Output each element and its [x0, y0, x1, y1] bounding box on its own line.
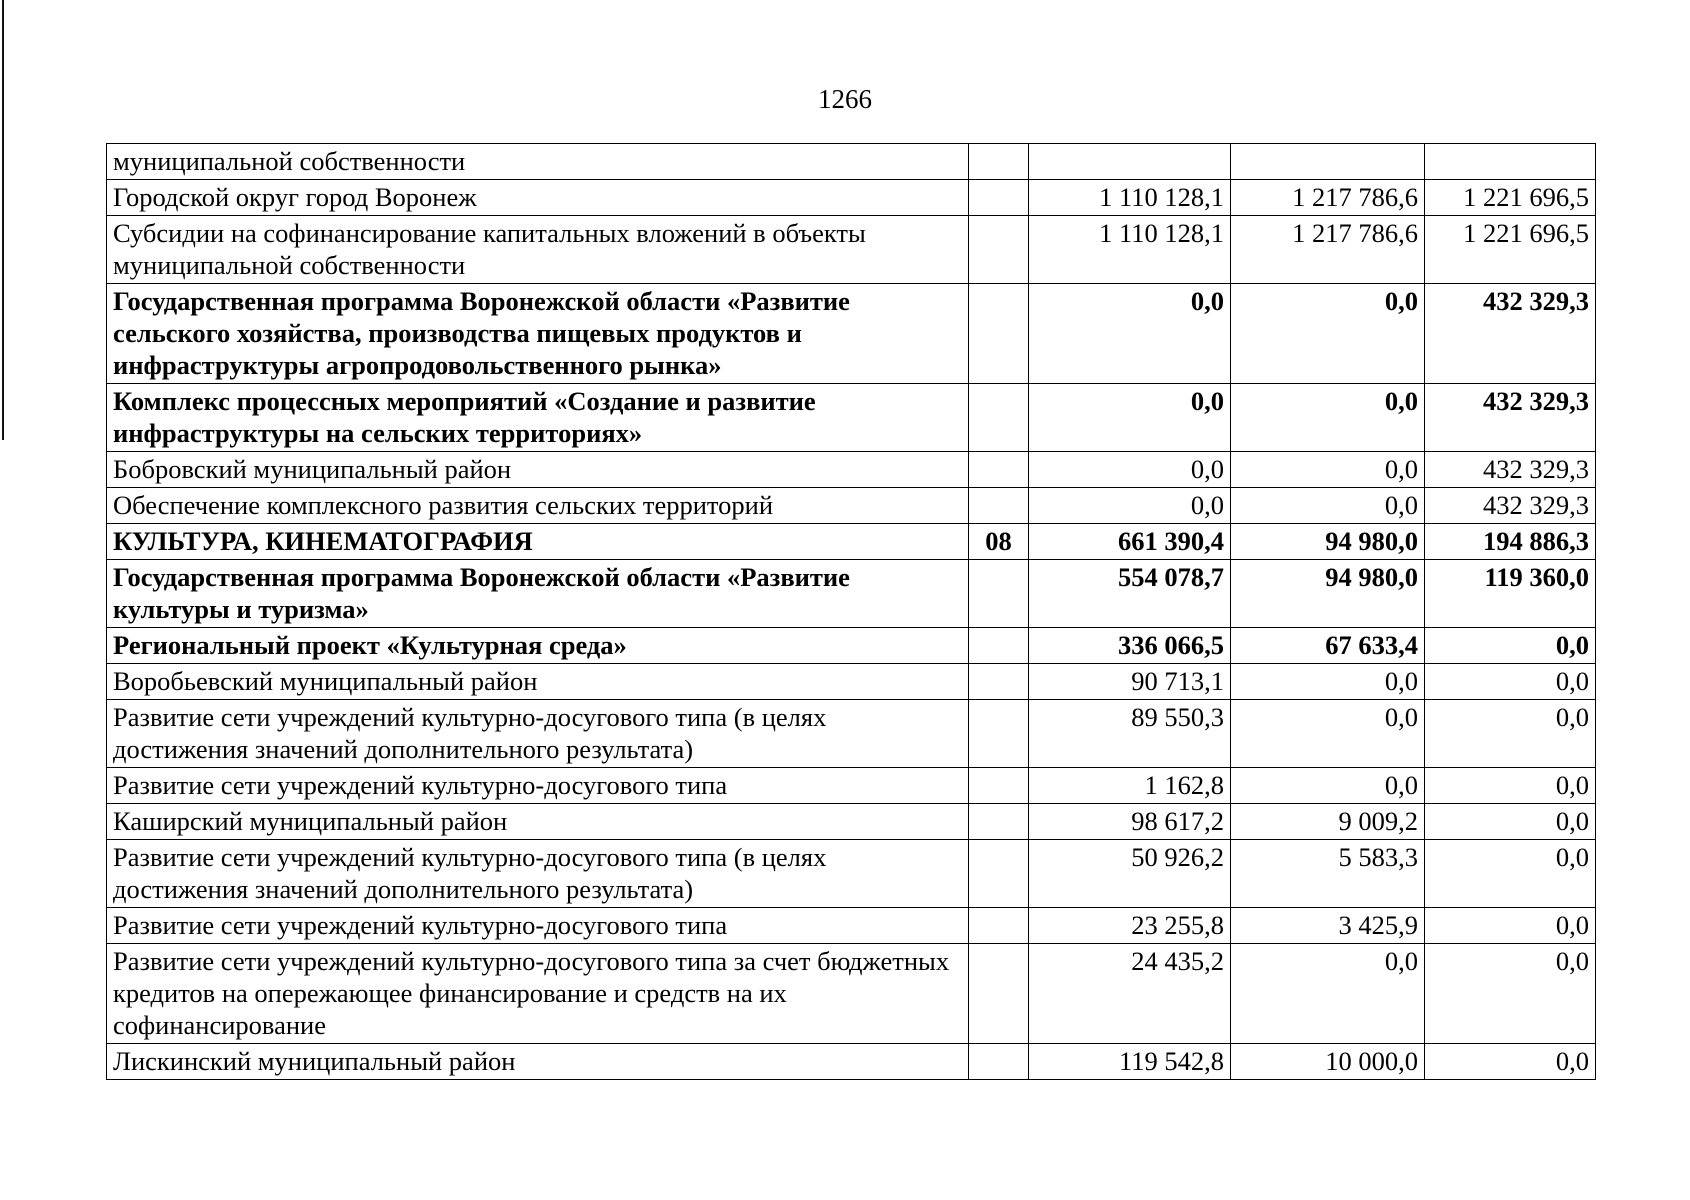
- row-value-2026-cell: 1 217 786,6: [1231, 216, 1425, 284]
- row-value-2027-cell: 432 329,3: [1425, 488, 1596, 524]
- row-value-2026-cell: 0,0: [1231, 664, 1425, 700]
- row-value-2025-cell: 23 255,8: [1029, 908, 1231, 944]
- row-value-2025-cell: 1 110 128,1: [1029, 216, 1231, 284]
- scan-edge-line: [2, 0, 4, 440]
- row-value-2027-cell: 432 329,3: [1425, 384, 1596, 452]
- table-row: [107, 628, 1596, 664]
- row-code-cell: [969, 488, 1029, 524]
- row-value-2026-cell: 0,0: [1231, 452, 1425, 488]
- table-row: [107, 488, 1596, 524]
- table-row: [107, 944, 1596, 1044]
- table-row: [107, 664, 1596, 700]
- row-value-2027-cell: 0,0: [1425, 908, 1596, 944]
- budget-table: [106, 143, 1596, 1080]
- row-value-2027-cell: 0,0: [1425, 768, 1596, 804]
- row-value-2025-cell: 554 078,7: [1029, 560, 1231, 628]
- row-code-cell: [969, 144, 1029, 180]
- table-row: [107, 384, 1596, 452]
- row-value-2027-cell: 119 360,0: [1425, 560, 1596, 628]
- row-value-2027-cell: 0,0: [1425, 664, 1596, 700]
- row-value-2027-cell: 432 329,3: [1425, 284, 1596, 384]
- row-value-2026-cell: 0,0: [1231, 488, 1425, 524]
- row-code-cell: [969, 284, 1029, 384]
- table-row: [107, 768, 1596, 804]
- row-value-2027-cell: 1 221 696,5: [1425, 216, 1596, 284]
- budget-table-body: [107, 144, 1596, 1080]
- row-value-2027-cell: 0,0: [1425, 840, 1596, 908]
- row-value-2025-cell: 336 066,5: [1029, 628, 1231, 664]
- row-value-2026-cell: 0,0: [1231, 284, 1425, 384]
- row-code-cell: [969, 560, 1029, 628]
- table-row: [107, 1044, 1596, 1080]
- row-code-cell: [969, 452, 1029, 488]
- row-value-2027-cell: 0,0: [1425, 700, 1596, 768]
- row-code-cell: [969, 216, 1029, 284]
- row-value-2025-cell: 89 550,3: [1029, 700, 1231, 768]
- row-name-cell: Воробьевский муниципальный район: [107, 664, 969, 700]
- row-name-cell: Развитие сети учреждений культурно-досугового типа (в целях достижения значений дополнительного результата): [107, 700, 969, 768]
- row-name-cell: муниципальной собственности: [107, 144, 969, 180]
- table-row: [107, 560, 1596, 628]
- row-value-2027-cell: 432 329,3: [1425, 452, 1596, 488]
- row-name-cell: Комплекс процессных мероприятий «Создание и развитие инфраструктуры на сельских территориях»: [107, 384, 969, 452]
- row-name-cell: Развитие сети учреждений культурно-досугового типа (в целях достижения значений дополнительного результата): [107, 840, 969, 908]
- table-row: [107, 908, 1596, 944]
- table-row: [107, 524, 1596, 560]
- row-value-2025-cell: 119 542,8: [1029, 1044, 1231, 1080]
- row-value-2026-cell: [1231, 144, 1425, 180]
- table-row: [107, 180, 1596, 216]
- row-code-cell: 08: [969, 524, 1029, 560]
- row-value-2025-cell: 1 110 128,1: [1029, 180, 1231, 216]
- row-value-2027-cell: [1425, 144, 1596, 180]
- row-value-2026-cell: 0,0: [1231, 700, 1425, 768]
- row-value-2027-cell: 0,0: [1425, 1044, 1596, 1080]
- row-name-cell: Каширский муниципальный район: [107, 804, 969, 840]
- row-value-2026-cell: 1 217 786,6: [1231, 180, 1425, 216]
- row-value-2026-cell: 0,0: [1231, 768, 1425, 804]
- table-row: [107, 284, 1596, 384]
- row-code-cell: [969, 840, 1029, 908]
- row-name-cell: Государственная программа Воронежской области «Развитие сельского хозяйства, производства пищевых продуктов и инфраструктуры агропродовольственного рынка»: [107, 284, 969, 384]
- row-name-cell: Развитие сети учреждений культурно-досугового типа: [107, 908, 969, 944]
- row-value-2025-cell: 90 713,1: [1029, 664, 1231, 700]
- row-code-cell: [969, 908, 1029, 944]
- row-value-2027-cell: 0,0: [1425, 804, 1596, 840]
- row-value-2025-cell: [1029, 144, 1231, 180]
- row-code-cell: [969, 1044, 1029, 1080]
- row-name-cell: Развитие сети учреждений культурно-досугового типа за счет бюджетных кредитов на опережающее финансирование и средств на их софинансирование: [107, 944, 969, 1044]
- row-code-cell: [969, 944, 1029, 1044]
- row-code-cell: [969, 664, 1029, 700]
- table-row: [107, 804, 1596, 840]
- row-value-2027-cell: 0,0: [1425, 628, 1596, 664]
- row-value-2026-cell: 94 980,0: [1231, 524, 1425, 560]
- row-value-2025-cell: 24 435,2: [1029, 944, 1231, 1044]
- row-name-cell: Бобровский муниципальный район: [107, 452, 969, 488]
- row-name-cell: Развитие сети учреждений культурно-досугового типа: [107, 768, 969, 804]
- row-value-2026-cell: 67 633,4: [1231, 628, 1425, 664]
- row-value-2026-cell: 9 009,2: [1231, 804, 1425, 840]
- row-code-cell: [969, 700, 1029, 768]
- row-value-2025-cell: 0,0: [1029, 384, 1231, 452]
- table-row: [107, 216, 1596, 284]
- row-code-cell: [969, 180, 1029, 216]
- row-name-cell: Городской округ город Воронеж: [107, 180, 969, 216]
- row-name-cell: Лискинский муниципальный район: [107, 1044, 969, 1080]
- row-value-2027-cell: 194 886,3: [1425, 524, 1596, 560]
- row-name-cell: Субсидии на софинансирование капитальных вложений в объекты муниципальной собственности: [107, 216, 969, 284]
- row-value-2025-cell: 661 390,4: [1029, 524, 1231, 560]
- row-value-2027-cell: 1 221 696,5: [1425, 180, 1596, 216]
- row-value-2025-cell: 50 926,2: [1029, 840, 1231, 908]
- page-number: 1266: [818, 84, 872, 114]
- row-name-cell: Государственная программа Воронежской области «Развитие культуры и туризма»: [107, 560, 969, 628]
- row-code-cell: [969, 804, 1029, 840]
- row-code-cell: [969, 768, 1029, 804]
- row-value-2025-cell: 0,0: [1029, 452, 1231, 488]
- row-name-cell: КУЛЬТУРА, КИНЕМАТОГРАФИЯ: [107, 524, 969, 560]
- row-value-2026-cell: 0,0: [1231, 944, 1425, 1044]
- row-value-2026-cell: 3 425,9: [1231, 908, 1425, 944]
- row-value-2026-cell: 5 583,3: [1231, 840, 1425, 908]
- row-value-2025-cell: 1 162,8: [1029, 768, 1231, 804]
- table-row: [107, 700, 1596, 768]
- row-value-2026-cell: 94 980,0: [1231, 560, 1425, 628]
- row-value-2025-cell: 98 617,2: [1029, 804, 1231, 840]
- row-value-2026-cell: 10 000,0: [1231, 1044, 1425, 1080]
- row-value-2025-cell: 0,0: [1029, 488, 1231, 524]
- row-value-2027-cell: 0,0: [1425, 944, 1596, 1044]
- table-row: [107, 840, 1596, 908]
- table-row: [107, 452, 1596, 488]
- row-name-cell: Обеспечение комплексного развития сельских территорий: [107, 488, 969, 524]
- row-code-cell: [969, 628, 1029, 664]
- row-value-2026-cell: 0,0: [1231, 384, 1425, 452]
- row-value-2025-cell: 0,0: [1029, 284, 1231, 384]
- row-code-cell: [969, 384, 1029, 452]
- table-row: [107, 144, 1596, 180]
- row-name-cell: Региональный проект «Культурная среда»: [107, 628, 969, 664]
